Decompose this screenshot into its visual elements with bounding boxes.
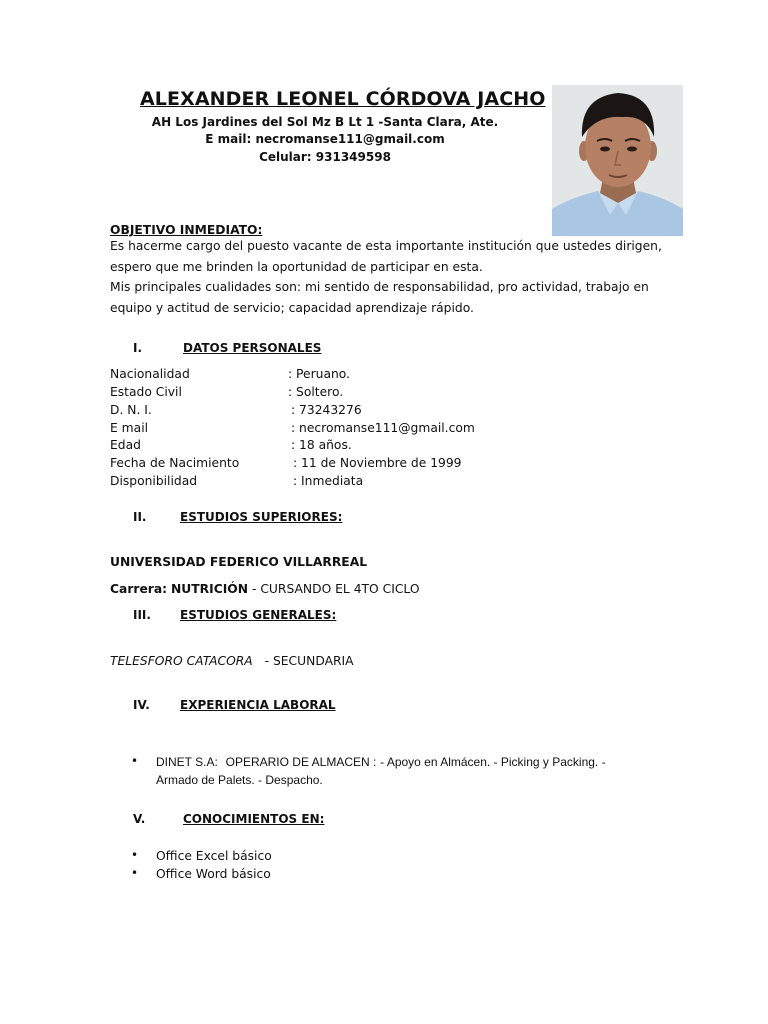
section-number-skills: V.: [133, 812, 146, 826]
skill-item: Office Excel básico: [156, 849, 272, 863]
skill-item: Office Word básico: [156, 867, 271, 881]
personal-value-dni: : 73243276: [291, 403, 362, 417]
section-title-skills: CONOCIMIENTOS EN:: [183, 812, 325, 826]
section-title-personal: DATOS PERSONALES: [183, 341, 322, 355]
personal-label-dni: D. N. I.: [110, 403, 152, 417]
personal-value-civil-status: : Soltero.: [288, 385, 344, 399]
personal-label-civil-status: Estado Civil: [110, 385, 182, 399]
school-line: [110, 651, 354, 672]
work-duties-2: Armado de Palets. - Despacho.: [156, 773, 323, 787]
personal-label-availability: Disponibilidad: [110, 474, 198, 488]
personal-label-age: Edad: [110, 438, 141, 452]
personal-value-email: : necromanse111@gmail.com: [291, 421, 475, 435]
personal-value-availability: : Inmediata: [293, 474, 364, 488]
objective-line-3: Mis principales cualidades son: mi sentido de responsabilidad, pro actividad, trabajo en: [110, 280, 649, 294]
section-number-higher: II.: [133, 510, 147, 524]
work-company: DINET S.A:: [156, 755, 218, 769]
school-name: TELESFORO CATACORA: [110, 654, 253, 668]
personal-label-nationality: Nacionalidad: [110, 367, 190, 381]
personal-value-age: : 18 años.: [291, 438, 352, 452]
address: AH Los Jardines del Sol Mz B Lt 1 -Santa Clara, Ate.: [151, 115, 499, 129]
career-label: Carrera:: [110, 582, 168, 596]
bullet-icon: •: [131, 754, 139, 768]
work-item-line-1: [156, 755, 606, 769]
section-title-higher: ESTUDIOS SUPERIORES:: [180, 510, 343, 524]
section-title-work: EXPERIENCIA LABORAL: [180, 698, 336, 712]
header-phone: Celular: 931349598: [259, 150, 391, 164]
personal-label-email: E mail: [110, 421, 149, 435]
personal-label-birthdate: Fecha de Nacimiento: [110, 456, 240, 470]
section-number-work: IV.: [133, 698, 150, 712]
personal-value-birthdate: : 11 de Noviembre de 1999: [293, 456, 462, 470]
career-line: [110, 579, 420, 600]
objective-title: OBJETIVO INMEDIATO:: [110, 223, 263, 237]
section-number-general: III.: [133, 608, 151, 622]
work-duties-1: - Apoyo en Almácen. - Picking y Packing. -: [380, 755, 606, 769]
header-email: E mail: necromanse111@gmail.com: [205, 132, 445, 146]
work-position: OPERARIO DE ALMACEN :: [225, 755, 377, 769]
university-name: UNIVERSIDAD FEDERICO VILLARREAL: [110, 555, 368, 569]
section-number-personal: I.: [133, 341, 143, 355]
profile-photo-portrait: [552, 85, 683, 236]
objective-line-4: equipo y actitud de servicio; capacidad aprendizaje rápido.: [110, 301, 474, 315]
bullet-icon: •: [131, 866, 139, 880]
career-status: - CURSANDO EL 4TO CICLO: [251, 582, 420, 596]
objective-line-2: espero que me brinden la oportunidad de participar en esta.: [110, 260, 483, 274]
personal-value-nationality: : Peruano.: [288, 367, 350, 381]
school-level: - SECUNDARIA: [264, 654, 354, 668]
objective-line-1: Es hacerme cargo del puesto vacante de esta importante institución que ustedes dirigen,: [110, 239, 662, 253]
profile-photo: [552, 85, 683, 236]
career-value: NUTRICIÓN: [171, 582, 249, 596]
candidate-name: ALEXANDER LEONEL CÓRDOVA JACHO: [140, 88, 546, 110]
bullet-icon: •: [131, 848, 139, 862]
section-title-general: ESTUDIOS GENERALES:: [180, 608, 337, 622]
